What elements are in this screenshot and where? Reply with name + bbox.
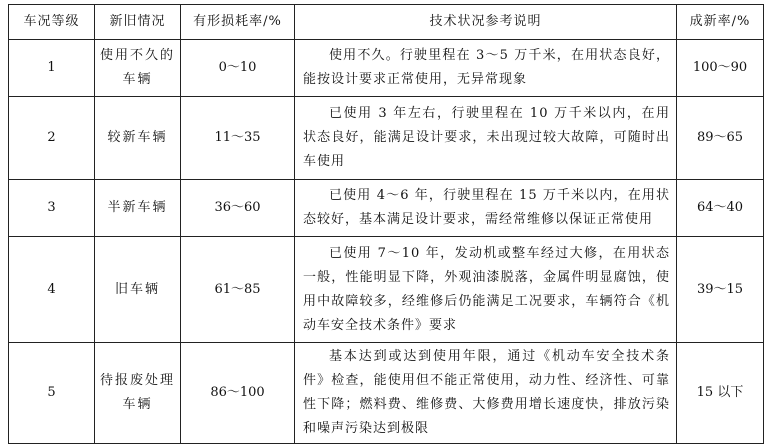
level-cell: 3 bbox=[9, 180, 95, 237]
table-row bbox=[9, 40, 764, 97]
table-row bbox=[9, 180, 764, 237]
condition-cell: 较新车辆 bbox=[95, 97, 181, 180]
loss-cell: 0～10 bbox=[181, 40, 295, 97]
header-row bbox=[9, 5, 764, 40]
loss-cell: 36～60 bbox=[181, 180, 295, 237]
description-text: 已使用 3 年左右，行驶里程在 10 万千米以内，在用状态良好，能满足设计要求，未出现过较大故障，可随时出车使用 bbox=[303, 106, 670, 169]
header-level: 车况等级 bbox=[9, 5, 95, 40]
level-cell: 4 bbox=[9, 237, 95, 343]
vehicle-grade-table bbox=[8, 4, 764, 444]
loss-cell: 86～100 bbox=[181, 343, 295, 444]
loss-cell: 11～35 bbox=[181, 97, 295, 180]
newness-cell: 64～40 bbox=[677, 180, 764, 237]
header-loss-rate: 有形损耗率/% bbox=[181, 5, 295, 40]
description-text: 使用不久。行驶里程在 3～5 万千米，在用状态良好，能按设计要求正常使用，无异常现象 bbox=[303, 48, 670, 87]
level-cell: 2 bbox=[9, 97, 95, 180]
description-text: 已使用 4～6 年，行驶里程在 15 万千米以内，在用状态较好，基本满足设计要求，需经常维修以保证正常使用 bbox=[303, 188, 670, 227]
header-newness-rate: 成新率/% bbox=[677, 5, 764, 40]
description-cell bbox=[295, 180, 677, 237]
condition-cell: 使用不久的车辆 bbox=[95, 40, 181, 97]
description-cell bbox=[295, 237, 677, 343]
newness-cell: 15 以下 bbox=[677, 343, 764, 444]
condition-cell: 半新车辆 bbox=[95, 180, 181, 237]
level-cell: 5 bbox=[9, 343, 95, 444]
description-cell bbox=[295, 97, 677, 180]
description-text: 基本达到或达到使用年限，通过《机动车安全技术条件》检查，能使用但不能正常使用，动力性、经济性、可靠性下降；燃料费、维修费、大修费用增长速度快，排放污染和噪声污染达到极限 bbox=[303, 349, 670, 436]
header-description: 技术状况参考说明 bbox=[295, 5, 677, 40]
newness-cell: 89～65 bbox=[677, 97, 764, 180]
table-row bbox=[9, 97, 764, 180]
newness-cell: 39～15 bbox=[677, 237, 764, 343]
level-cell: 1 bbox=[9, 40, 95, 97]
table-row bbox=[9, 343, 764, 444]
header-condition: 新旧情况 bbox=[95, 5, 181, 40]
newness-cell: 100～90 bbox=[677, 40, 764, 97]
table-row bbox=[9, 237, 764, 343]
description-cell bbox=[295, 40, 677, 97]
condition-cell: 旧车辆 bbox=[95, 237, 181, 343]
description-cell bbox=[295, 343, 677, 444]
condition-cell: 待报废处理车辆 bbox=[95, 343, 181, 444]
loss-cell: 61～85 bbox=[181, 237, 295, 343]
description-text: 已使用 7～10 年，发动机或整车经过大修，在用状态一般，性能明显下降，外观油漆脱落，金属件明显腐蚀，使用中故障较多，经维修后仍能满足工况要求，车辆符合《机动车安全技术条件》要求 bbox=[303, 245, 670, 333]
